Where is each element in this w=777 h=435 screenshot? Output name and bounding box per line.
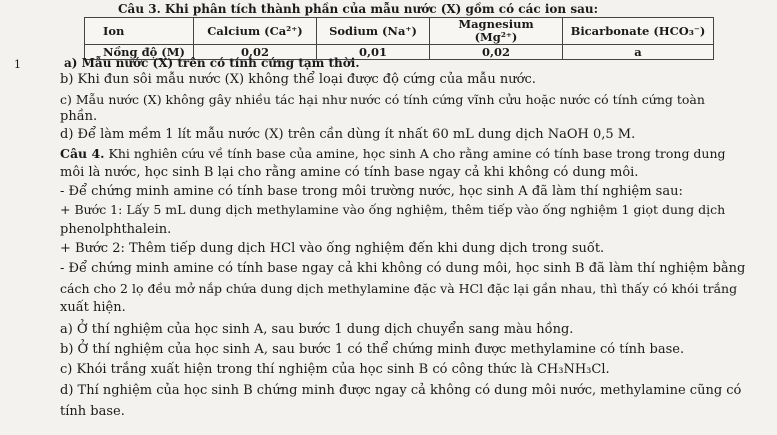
q4-student-b-intro: - Để chứng minh amine có tính base ngay cả khi không có dung môi, học sinh B đã làm thí nghiệm bằng: [60, 261, 746, 276]
q4-statement-d: d) Thí nghiệm của học sinh B chứng minh được ngay cả không có dung môi nước, methylamine cũng có: [60, 383, 742, 398]
table-header-row: [85, 18, 714, 45]
table-cell: Magnesium (Mg²⁺): [430, 18, 563, 45]
table-cell: 0,01: [317, 45, 430, 60]
q3-statement-c: c) Mẫu nước (X) không gây nhiều tác hại như nước có tính cứng vĩnh cửu hoặc nước có tính cứng toàn: [60, 92, 705, 107]
question-4-label: Câu 4.: [60, 146, 105, 161]
q3-statement-a: a) Mẫu nước (X) trên có tính cứng tạm thời.: [64, 56, 360, 70]
q3-statement-c-cont: phần.: [60, 109, 98, 124]
q4-step-1-cont: phenolphthalein.: [60, 222, 172, 237]
q4-statement-b: b) Ở thí nghiệm của học sinh A, sau bước 1 có thể chứng minh được methylamine có tính base.: [60, 342, 685, 357]
table-cell: a: [563, 45, 714, 60]
q4-step-1: + Bước 1: Lấy 5 mL dung dịch methylamine vào ống nghiệm, thêm tiếp vào ống nghiệm 1 giọt dung dịch: [60, 202, 726, 217]
q4-statement-d-cont: tính base.: [60, 404, 125, 419]
q4-student-b-intro-end: xuất hiện.: [60, 300, 126, 315]
q3-statement-b: b) Khi đun sôi mẫu nước (X) không thể loại được độ cứng của mẫu nước.: [60, 72, 536, 87]
table-cell: Bicarbonate (HCO₃⁻): [563, 18, 714, 45]
question-4-intro-text: Khi nghiên cứu về tính base của amine, học sinh A cho rằng amine có tính base trong trong dung: [104, 146, 726, 161]
table-cell: Ion: [85, 18, 194, 45]
q4-statement-c: c) Khói trắng xuất hiện trong thí nghiệm của học sinh B có công thức là CH₃NH₃Cl.: [60, 362, 610, 377]
margin-mark: 1: [14, 58, 21, 71]
table-cell: 0,02: [430, 45, 563, 60]
question-3-title: Câu 3. Khi phân tích thành phần của mẫu nước (X) gồm có các ion sau:: [118, 2, 599, 16]
question-4-intro-cont: môi là nước, học sinh B lại cho rằng amine có tính base ngay cả khi không có dung môi.: [60, 165, 639, 180]
q4-statement-a: a) Ở thí nghiệm của học sinh A, sau bước 1 dung dịch chuyển sang màu hồng.: [60, 322, 574, 337]
q4-student-a-intro: - Để chứng minh amine có tính base trong môi trường nước, học sinh A đã làm thí nghiệm sau:: [60, 184, 683, 199]
table-cell: Nồng độ (M): [85, 45, 194, 60]
q4-step-2: + Bước 2: Thêm tiếp dung dịch HCl vào ống nghiệm đến khi dung dịch trong suốt.: [60, 241, 605, 256]
table-cell: Sodium (Na⁺): [317, 18, 430, 45]
q4-student-b-intro-cont: cách cho 2 lọ đều mở nắp chứa dung dịch methylamine đặc và HCl đặc lại gần nhau, thì thấy có khói trắng: [60, 281, 738, 296]
table-cell: Calcium (Ca²⁺): [194, 18, 317, 45]
table-cell: 0,02: [194, 45, 317, 60]
q3-statement-d: d) Để làm mềm 1 lít mẫu nước (X) trên cần dùng ít nhất 60 mL dung dịch NaOH 0,5 M.: [60, 127, 636, 142]
ion-concentration-table: [84, 17, 714, 60]
question-4-intro: [60, 146, 726, 162]
